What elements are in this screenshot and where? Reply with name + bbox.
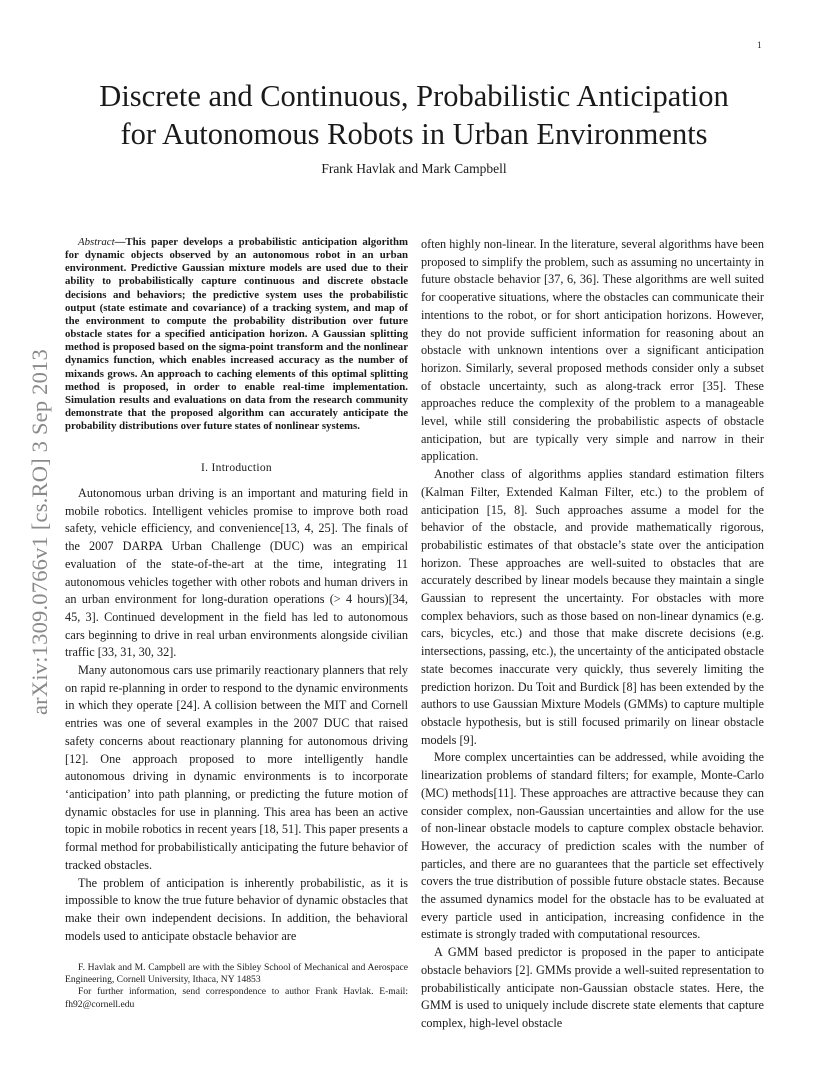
arxiv-identifier: arXiv:1309.0766v1 [cs.RO] 3 Sep 2013 — [27, 349, 52, 715]
left-paragraph-1: Autonomous urban driving is an important and maturing field in mobile robotics. Intelligent vehicles promise to improve both road safety, vehicle efficiency, and convenience[13, 4, 25]. The finals of the 2007 DARPA Urban Challenge (DUC) was an empirical evaluation of the state-of-the-art at the time, integrating 11 autonomous vehicles together with other robots and human drivers in an urban environment for long-duration operations (> 4 hours)[34, 45, 3]. Continued development in the field has led to autonomous cars beginning to drive in real urban environments alongside civilian traffic [33, 31, 30, 32]. — [65, 486, 408, 660]
abstract-label: Abstract — [78, 236, 115, 248]
left-paragraph-3: The problem of anticipation is inherently probabilistic, as it is impossible to know the true future behavior of dynamic obstacles that make their own independent decisions. In addition, the behavioral models used to anticipate obstacle behavior are — [65, 875, 408, 943]
right-paragraph-1: often highly non-linear. In the literature, several algorithms have been proposed to simplify the problem, such as assuming no uncertainty in future obstacle behavior [37, 6, 36]. These algorithms are well suited for cooperative situations, where the obstacles can communicate their intentions to the robot, or for short anticipation horizons. However, they do not provide sufficient information for reasoning about an obstacle with unknown intentions over a significant anticipation horizon. Similarly, several proposed methods consider only a subset of obstacle uncertainty, such as along-track error [35]. These approaches reduce the complexity of the problem to a manageable level, while still considering the probabilistic aspects of obstacle anticipation, but are typically very simple and narrow in their application. — [421, 237, 764, 464]
title-line-2: for Autonomous Robots in Urban Environments — [120, 117, 708, 151]
page-number: 1 — [757, 40, 762, 50]
right-paragraph-2: Another class of algorithms applies standard estimation filters (Kalman Filter, Extended Kalman Filter, etc.) to the problem of anticipation [15, 8]. Such approaches assume a model for the behavior of the obstacle, and provide mathematically rigorous, probabilistic estimates of that obstacle’s state over the anticipation horizon. These approaches are well-suited to obstacles that are accurately described by linear models because they maintain a single Gaussian to represent the uncertainty. For obstacles with more complex behaviors, such as those based on non-linear dynamics (e.g. cars, bicycles, etc.) and those that make discrete decisions (e.g. intersections, passing, etc.), the uncertainty of the anticipated obstacle state becomes inaccurate very quickly, thus severely limiting the prediction horizon. Du Toit and Burdick [8] has been extended by the authors to use Gaussian Mixture Models (GMMs) to capture multiple obstacle hypothesis, but is still focused primarily on linear obstacle models [9]. — [421, 467, 764, 747]
left-column — [65, 236, 408, 945]
section-heading-introduction: I. Introduction — [201, 462, 272, 475]
left-paragraph-2: Many autonomous cars use primarily reactionary planners that rely on rapid re-planning in order to respond to the dynamic environments in which they operate [24]. A collision between the MIT and Cornell entries was one of several examples in the 2007 DUC that raised safety concerns about reactionary planning for autonomous driving [12]. One approach proposed to more intelligently handle autonomous driving in dynamic environments is to incorporate ‘anticipation’ into path planning, or predicting the future motion of dynamic obstacles for use in planning. This area has been an active topic in mobile robotics in recent years [18, 51]. This paper presents a formal method for probabilistically anticipating the future behavior of tracked obstacles. — [65, 663, 408, 872]
footnote-contact: For further information, send correspondence to author Frank Havlak. E-mail: fh92@cornell.edu — [65, 986, 408, 1010]
abstract-text: —This paper develops a probabilistic anticipation algorithm for dynamic objects observed by an autonomous robot in an urban environment. Predictive Gaussian mixture models are used due to their ability to probabilistically capture continuous and discrete obstacle decisions and behaviors; the predictive system uses the probabilistic output (state estimate and covariance) of a tracking system, and map of the environment to compute the probability distribution over future obstacle states for a specified anticipation horizon. A Gaussian splitting method is proposed based on the sigma-point transform and the nonlinear dynamics function, which enables increased accuracy as the number of mixands grows. An approach to caching elements of this optimal splitting method is proposed, in order to enable real-time implementation. Simulation results and evaluations on data from the research community demonstrate that the proposed algorithm can accurately anticipate the probability distributions over future states of nonlinear systems. — [65, 236, 408, 433]
footnote — [65, 962, 408, 1011]
paper-title — [60, 77, 768, 153]
footnote-affiliation: F. Havlak and M. Campbell are with the Sibley School of Mechanical and Aerospace Engineering, Cornell University, Ithaca, NY 14853 — [65, 962, 408, 986]
right-column — [421, 236, 764, 1033]
abstract — [65, 236, 408, 433]
right-paragraph-3: More complex uncertainties can be addressed, while avoiding the linearization problems of standard filters; for example, Monte-Carlo (MC) methods[11]. These approaches are attractive because they can consider complex, non-Gaussian uncertainties and allow for the use of non-linear obstacle models to capture complex obstacle behavior. However, the accuracy of prediction scales with the number of particles, and there are no guarantees that the particle set effectively covers the true distribution of possible future obstacle states. Because the assumed dynamics model for the obstacle has to be evaluated at every particle used in anticipation, increasing confidence in the estimate is strongly traded with computational resources. — [421, 750, 764, 942]
authors: Frank Havlak and Mark Campbell — [321, 161, 507, 176]
right-paragraph-4: A GMM based predictor is proposed in the paper to anticipate obstacle behaviors [2]. GMMs provide a well-suited representation to probabilistically anticipate non-Gaussian obstacle states. Here, the GMM is used to uniquely include discrete state elements that capture complex, high-level obstacle — [421, 945, 764, 1030]
title-line-1: Discrete and Continuous, Probabilistic Anticipation — [99, 79, 729, 113]
